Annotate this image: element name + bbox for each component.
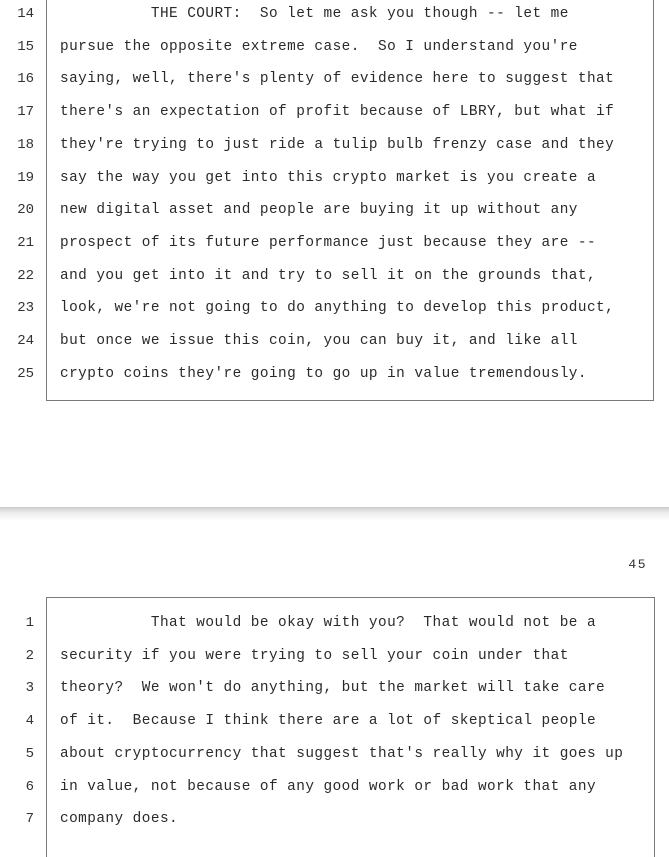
transcript-line: in value, not because of any good work or bad work that any xyxy=(60,778,597,795)
transcript-line: prospect of its future performance just because they are -- xyxy=(60,234,597,251)
transcript-page-top xyxy=(0,0,669,404)
transcript-line: look, we're not going to do anything to develop this product, xyxy=(60,300,615,317)
transcript-line: say the way you get into this crypto market is you create a xyxy=(60,169,597,186)
line-number: 25 xyxy=(17,365,34,382)
line-number: 4 xyxy=(25,713,34,730)
line-number: 22 xyxy=(17,267,34,284)
line-number: 2 xyxy=(25,647,34,664)
transcript-line: there's an expectation of profit because of LBRY, but what if xyxy=(60,104,615,121)
line-number: 18 xyxy=(17,136,34,153)
transcript-line: but once we issue this coin, you can buy it, and like all xyxy=(60,333,578,349)
transcript-line: security if you were trying to sell your coin under that xyxy=(60,647,569,664)
transcript-line: saying, well, there's plenty of evidence here to suggest that xyxy=(60,71,615,88)
line-number: 3 xyxy=(25,680,34,697)
line-number: 1 xyxy=(25,615,34,631)
page-number: 45 xyxy=(628,557,647,572)
line-number: 19 xyxy=(17,169,34,186)
page-divider xyxy=(0,507,669,521)
line-number: 16 xyxy=(17,71,34,88)
line-number: 5 xyxy=(25,745,34,762)
line-number: 20 xyxy=(17,202,34,219)
line-number: 23 xyxy=(17,300,34,317)
line-number: 21 xyxy=(17,234,34,251)
line-number: 7 xyxy=(25,811,34,828)
transcript-line: theory? We won't do anything, but the market will take care xyxy=(60,680,606,697)
line-number: 15 xyxy=(17,38,34,55)
line-number: 24 xyxy=(17,333,34,349)
transcript-line: and you get into it and try to sell it on the grounds that, xyxy=(60,267,597,284)
transcript-line: new digital asset and people are buying it up without any xyxy=(60,202,578,219)
transcript-line: That would be okay with you? That would not be a xyxy=(60,615,597,631)
transcript-line: company does. xyxy=(60,811,179,828)
line-number: 14 xyxy=(17,6,34,22)
transcript-line: pursue the opposite extreme case. So I understand you're xyxy=(60,38,578,55)
line-number: 6 xyxy=(25,778,34,795)
transcript-line: THE COURT: So let me ask you though -- let me xyxy=(60,6,569,22)
line-number: 17 xyxy=(17,104,34,121)
transcript-line: about cryptocurrency that suggest that's really why it goes up xyxy=(60,745,624,762)
transcript-line: of it. Because I think there are a lot of skeptical people xyxy=(60,713,597,730)
transcript-line: they're trying to just ride a tulip bulb frenzy case and they xyxy=(60,136,615,153)
transcript-line: crypto coins they're going to go up in value tremendously. xyxy=(60,365,587,382)
